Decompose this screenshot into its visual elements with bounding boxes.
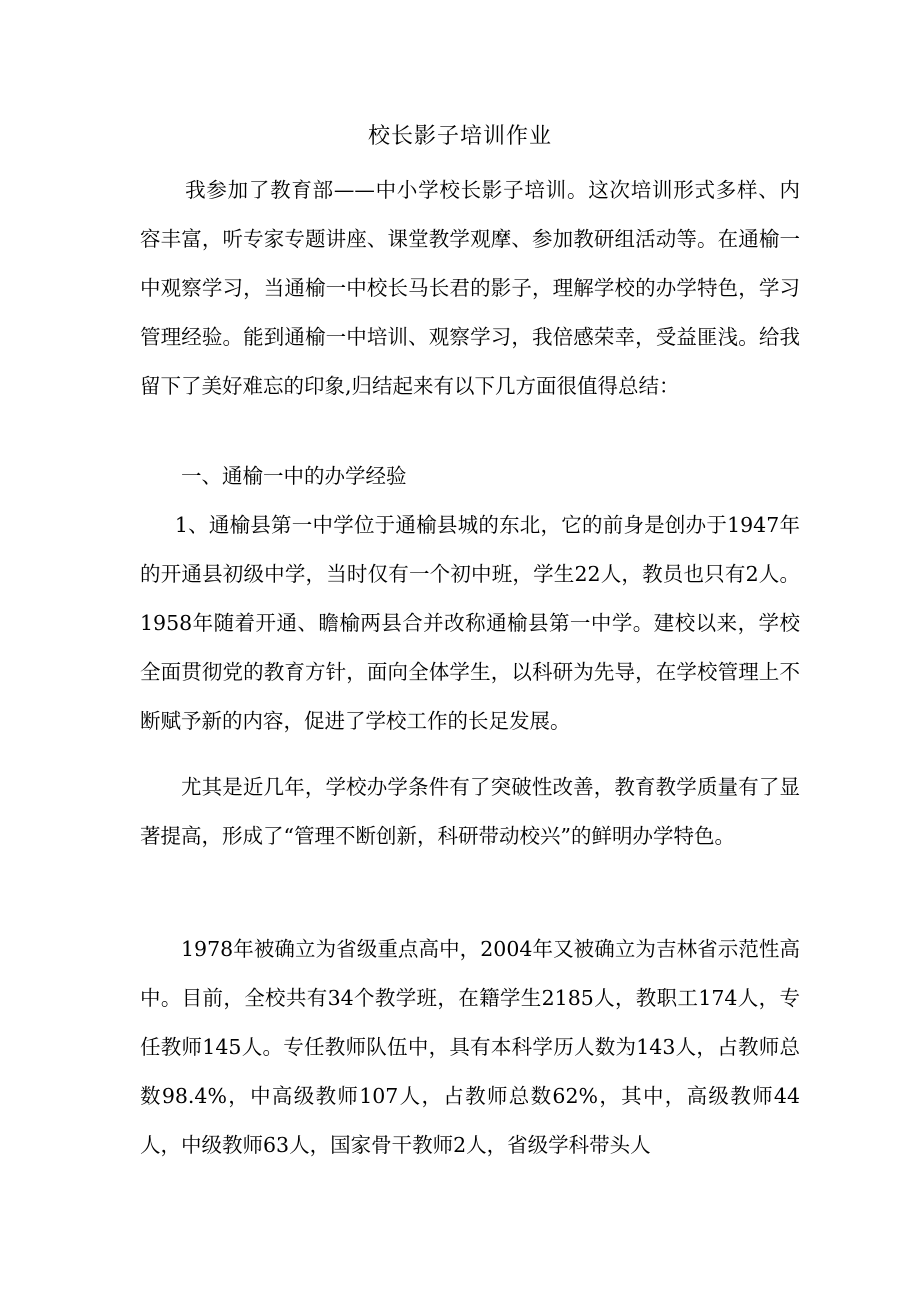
document-title: 校长影子培训作业 (367, 124, 552, 149)
paragraph-statistics: 1978年被确立为省级重点高中，2004年又被确立为吉林省示范性高中。目前，全校共有34个教学班，在籍学生2185人，教职工174人，专任教师145人。专任教师队伍中，具有本科学历人数为143人，占教师总数98.4%，中高级教师107人，占教师总数62%，其中，高级教师44人，中级教师63人，国家骨干教师2人，省级学科带头人 (140, 937, 800, 1157)
paragraph-intro: 我参加了教育部——中小学校长影子培训。这次培训形式多样、内容丰富，听专家专题讲座、课堂教学观摩、参加教研组活动等。在通榆一中观察学习，当通榆一中校长马长君的影子，理解学校的办学特色，学习管理经验。能到通榆一中培训、观察学习，我倍感荣幸，受益匪浅。给我留下了美好难忘的印象,归结起来有以下几方面很值得总结： (140, 178, 800, 398)
paragraph-recent: 尤其是近几年，学校办学条件有了突破性改善，教育教学质量有了显著提高，形成了“管理不断创新，科研带动校兴”的鲜明办学特色。 (140, 775, 800, 848)
section-heading: 一、通榆一中的办学经验 (181, 464, 407, 488)
paragraph-history: 1、通榆县第一中学位于通榆县城的东北，它的前身是创办于1947年的开通县初级中学，当时仅有一个初中班，学生22人，教员也只有2人。1958年随着开通、瞻榆两县合并改称通榆县第一中学。建校以来，学校全面贯彻党的教育方针，面向全体学生，以科研为先导，在学校管理上不断赋予新的内容，促进了学校工作的长足发展。 (140, 513, 800, 733)
